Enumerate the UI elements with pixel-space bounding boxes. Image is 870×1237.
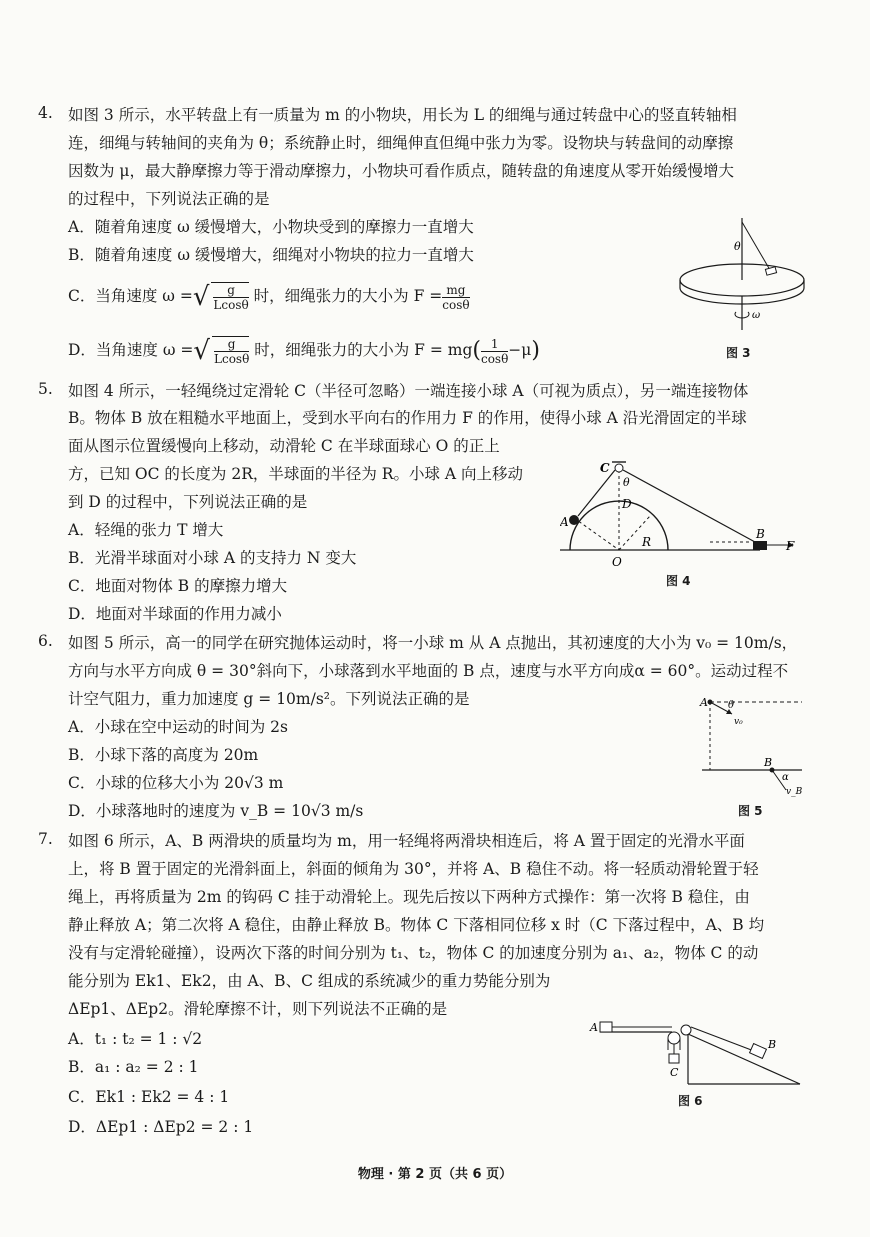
option-d-middle: 时，细绳张力的大小为 F = mg [249,341,473,359]
fraction-denominator: cosθ [442,297,470,312]
question-stem-line: 如图 5 所示，高一的同学在研究抛体运动时，将一小球 m 从 A 点抛出，其初速度的大小为 v₀ = 10m/s， [68,634,798,652]
sqrt-sign: √ [192,282,210,312]
question-stem-line: 方向与水平方向成 θ = 30°斜向下，小球落到水平地面的 B 点，速度与水平方向成α = 60°。运动过程不 [68,662,789,680]
question-stem-line: 如图 4 所示，一轻绳绕过定滑轮 C（半径可忽略）一端连接小球 A（可视为质点），另一端连接物体 [68,382,749,400]
question-stem-line: 如图 3 所示，水平转盘上有一质量为 m 的小物块，用长为 L 的细绳与通过转盘中心的竖直转轴相 [68,106,737,124]
sqrt-sign: √ [193,336,210,366]
option-a: A．t₁ : t₂ = 1 : √2 [68,1030,203,1048]
page-footer: 物理 · 第 2 页（共 6 页） [357,1167,513,1182]
option-c: C．地面对物体 B 的摩擦力增大 [68,577,288,595]
option-d: D．当角速度 ω =√ $\frac{g}{Lcos\theta}$ 时，细绳张力的大小为 F = mg( $\frac{1}{\cos\theta}$ −μ) [68,336,540,366]
fraction-denominator: cosθ [480,351,509,366]
mu-symbol: μ [521,341,532,359]
question-stem-line: 的过程中，下列说法正确的是 [68,190,270,208]
figure-label-o: O [612,555,622,569]
question-stem-line: 连，细绳与转轴间的夹角为 θ；系统静止时，细绳伸直但绳中张力为零。设物块与转盘间的动摩擦 [68,134,734,152]
figure-label-vb: v_B [786,787,803,797]
question-number: 7. [38,830,53,848]
figure-label-alpha: α [782,772,789,783]
figure-label-theta: θ [728,700,735,711]
option-b: B．小球下落的高度为 20m [68,746,259,764]
question-stem-line: 计空气阻力，重力加速度 g = 10m/s²。下列说法正确的是 [68,690,470,708]
option-d: D．地面对半球面的作用力减小 [68,605,282,623]
option-c-prefix: C．当角速度 ω = [68,287,193,305]
figure-label-d: D [622,497,632,511]
question-stem-line: 如图 6 所示，A、B 两滑块的质量均为 m，用一轻绳将两滑块相连后，将 A 置于固定的光滑水平面 [68,832,745,850]
fraction-numerator: g [213,283,248,298]
question-stem-line: 因数为 μ，最大静摩擦力等于滑动摩擦力，小物块可看作质点，随转盘的角速度从零开始缓慢增大 [68,162,735,180]
question-stem-line: 绳上，再将质量为 2m 的钩码 C 挂于动滑轮上。现先后按以下两种方式操作：第一次将 B 稳住，由 [68,888,750,906]
figure-5-projectile [698,694,808,798]
figure-3-turntable [672,218,812,336]
question-stem-line: 没有与定滑轮碰撞），设两次下落的时间分别为 t₁、t₂，物体 C 的加速度分别为 a₁、a₂，物体 C 的动 [68,944,759,962]
fraction-denominator: Lcosθ [213,298,249,312]
option-d-prefix: D．当角速度 ω = [68,341,194,359]
figure-caption: 图 6 [678,1094,703,1108]
figure-label-b: B [768,1038,777,1051]
figure-6-pulley-incline [588,1018,804,1088]
figure-4-hemisphere [560,458,800,570]
option-a: A．小球在空中运动的时间为 2s [68,718,288,736]
fraction-numerator: mg [442,283,469,298]
question-stem-line: ΔEp1、ΔEp2。滑轮摩擦不计，则下列说法不正确的是 [68,1000,448,1018]
option-c: C．小球的位移大小为 20√3 m [68,774,284,792]
figure-label-b: B [764,756,773,769]
question-stem-line: 方，已知 OC 的长度为 2R，半球面的半径为 R。小球 A 向上移动 [68,465,524,483]
figure-label-b: B [756,527,765,541]
figure-label-r: R [642,535,652,549]
figure-label-c: C [600,461,610,475]
figure-label-theta: θ [734,240,741,253]
figure-label-a: A [560,515,569,529]
figure-label-f: F [786,539,795,553]
question-stem-line: B。物体 B 放在粗糙水平地面上，受到水平向右的作用力 F 的作用，使得小球 A 沿光滑固定的半球 [68,409,747,427]
question-number: 5. [38,380,53,398]
question-stem-line: 静止释放 A；第二次将 A 稳住，由静止释放 B。物体 C 下落相同位移 x 时（C 下落过程中，A、B 均 [68,916,765,934]
question-number: 6. [38,632,53,650]
option-d: D．小球落地时的速度为 v_B = 10√3 m/s [68,802,364,820]
figure-label-omega: ω [752,310,761,321]
question-stem-line: 上，将 B 置于固定的光滑斜面上，斜面的倾角为 30°，并将 A、B 稳住不动。将一轻质动滑轮置于轻 [68,860,759,878]
figure-label-a: A [590,1021,598,1034]
option-a: A．轻绳的张力 T 增大 [68,521,224,539]
option-b: B．光滑半球面对小球 A 的支持力 N 变大 [68,549,357,567]
figure-caption: 图 4 [666,574,691,588]
fraction-denominator: Lcosθ [214,352,250,366]
question-stem-line: 面从图示位置缓慢向上移动，动滑轮 C 在半球面球心 O 的正上 [68,437,500,455]
option-a: A．随着角速度 ω 缓慢增大，小物块受到的摩擦力一直增大 [68,218,474,236]
option-b: B．a₁ : a₂ = 2 : 1 [68,1058,199,1076]
option-c-middle: 时，细绳张力的大小为 F = [248,287,443,305]
question-stem-line: 能分别为 Ek1、Ek2，由 A、B、C 组成的系统减少的重力势能分别为 [68,972,551,990]
option-c [68,282,470,312]
option-c: C．Ek1 : Ek2 = 4 : 1 [68,1088,230,1106]
figure-caption: 图 3 [726,346,751,360]
option-d: D．ΔEp1 : ΔEp2 = 2 : 1 [68,1118,254,1136]
question-number: 4. [38,104,53,122]
fraction-numerator: g [214,337,249,352]
question-stem-line: 到 D 的过程中，下列说法正确的是 [68,493,308,511]
fraction-numerator: 1 [481,337,508,352]
figure-label-v0: v₀ [734,717,743,727]
figure-caption: 图 5 [738,804,763,818]
figure-label-theta: θ [623,476,630,489]
figure-label-c: C [670,1066,679,1079]
figure-label-a: A [700,696,708,709]
option-b: B．随着角速度 ω 缓慢增大，细绳对小物块的拉力一直增大 [68,246,474,264]
